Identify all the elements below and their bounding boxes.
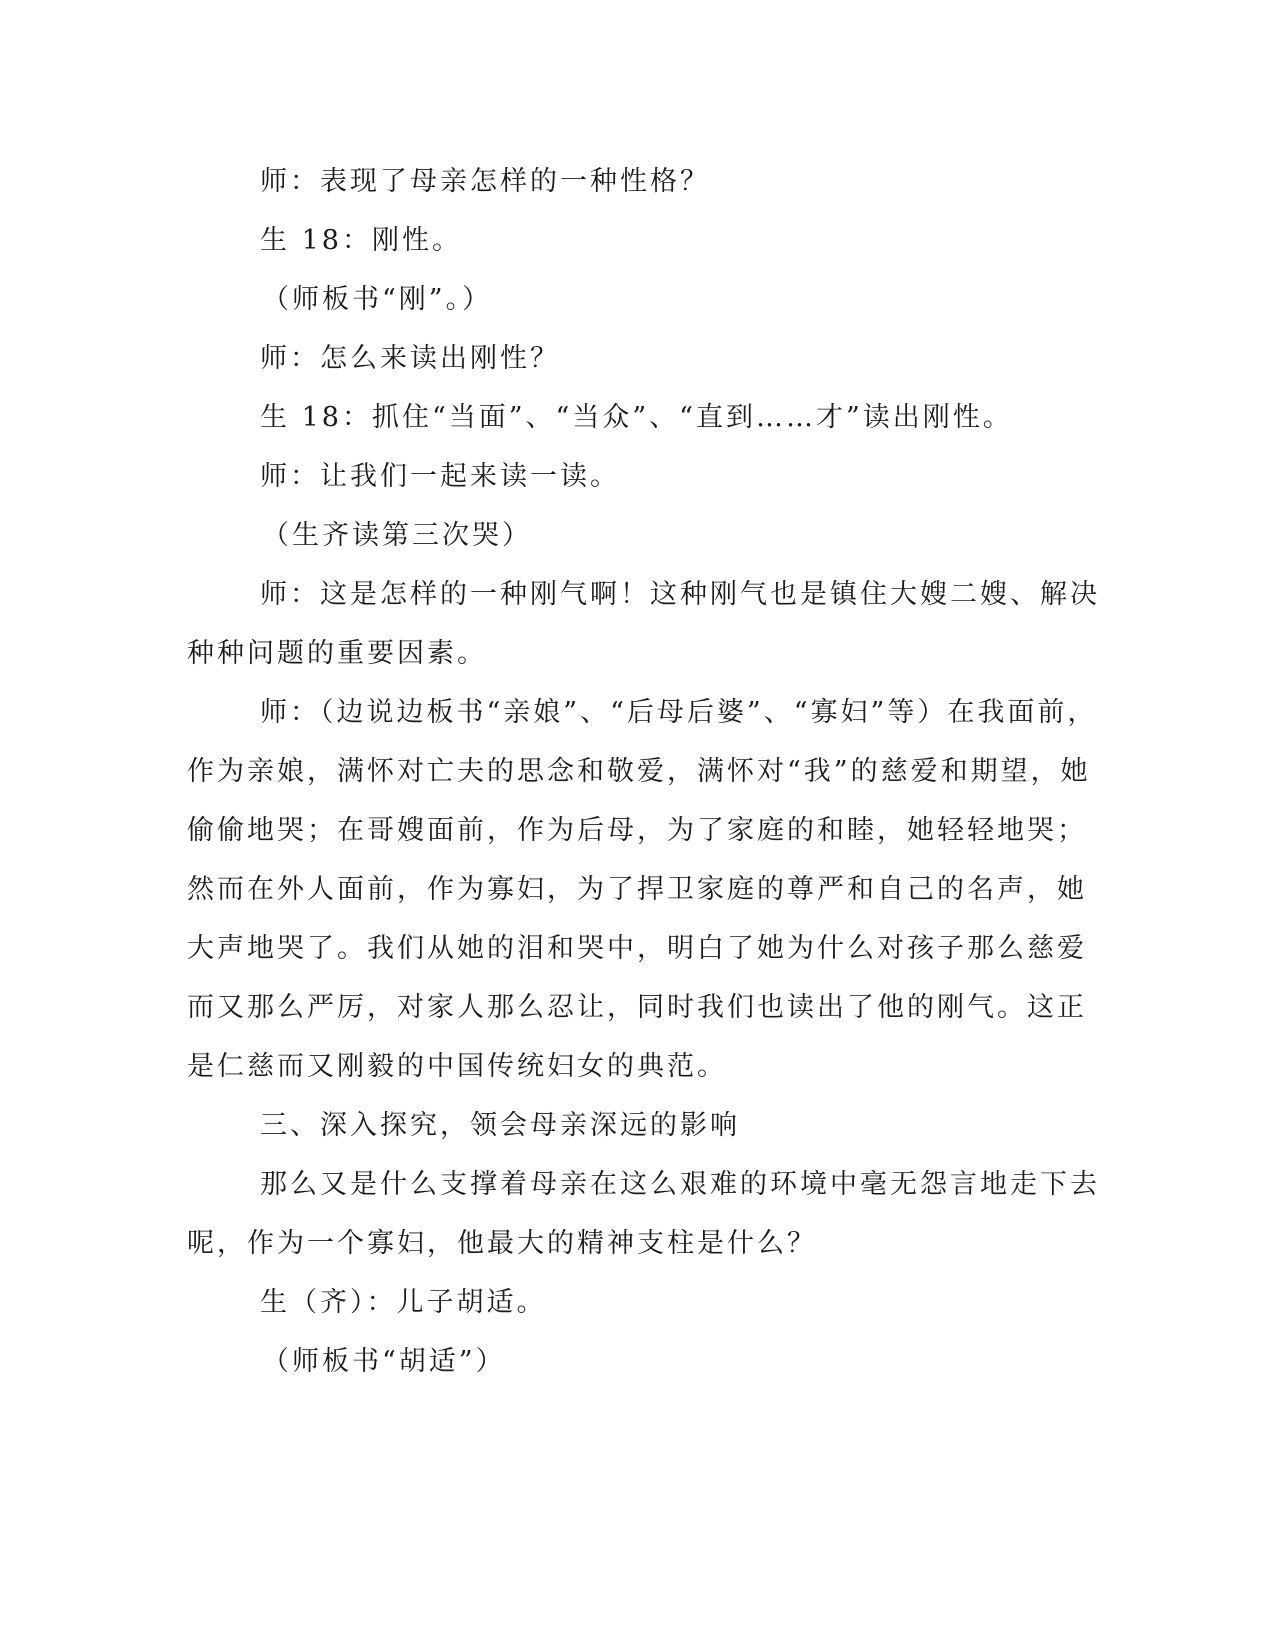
text-line: 然而在外人面前，作为寡妇，为了捍卫家庭的尊严和自己的名声，她: [187, 874, 1087, 905]
text-line: （师板书“刚”。）: [262, 284, 493, 315]
text-line: 那么又是什么支撑着母亲在这么艰难的环境中毫无怨言地走下去: [260, 1169, 1100, 1200]
text-line: 师：（边说边板书“亲娘”、“后母后婆”、“寡妇”等）在我面前，: [260, 697, 1098, 728]
text-line: 师：让我们一起来读一读。: [260, 461, 620, 492]
text-line: 生 18：抓住“当面”、“当众”、“直到……才”读出刚性。: [260, 402, 1013, 433]
text-line: 师：这是怎样的一种刚气啊！这种刚气也是镇住大嫂二嫂、解决: [260, 579, 1100, 610]
text-line: 生 18：刚性。: [260, 225, 462, 256]
text-line: 呢，作为一个寡妇，他最大的精神支柱是什么？: [187, 1228, 817, 1259]
text-line: 大声地哭了。我们从她的泪和哭中，明白了她为什么对孩子那么慈爱: [187, 933, 1087, 964]
text-line: 师：怎么来读出刚性？: [260, 343, 560, 374]
text-line: 种种问题的重要因素。: [187, 638, 487, 669]
text-line: 师：表现了母亲怎样的一种性格？: [260, 166, 710, 197]
text-line: 作为亲娘，满怀对亡夫的思念和敬爱，满怀对“我”的慈爱和期望，她: [187, 756, 1091, 787]
text-line: （生齐读第三次哭）: [262, 520, 532, 551]
text-line: 偷偷地哭；在哥嫂面前，作为后母，为了家庭的和睦，她轻轻地哭；: [187, 815, 1087, 846]
section-heading: 三、深入探究，领会母亲深远的影响: [260, 1110, 740, 1141]
text-line: （师板书“胡适”）: [262, 1346, 506, 1377]
text-line: 生（齐）：儿子胡适。: [260, 1287, 547, 1318]
text-line: 是仁慈而又刚毅的中国传统妇女的典范。: [187, 1051, 727, 1082]
text-line: 而又那么严厉，对家人那么忍让，同时我们也读出了他的刚气。这正: [187, 992, 1087, 1023]
